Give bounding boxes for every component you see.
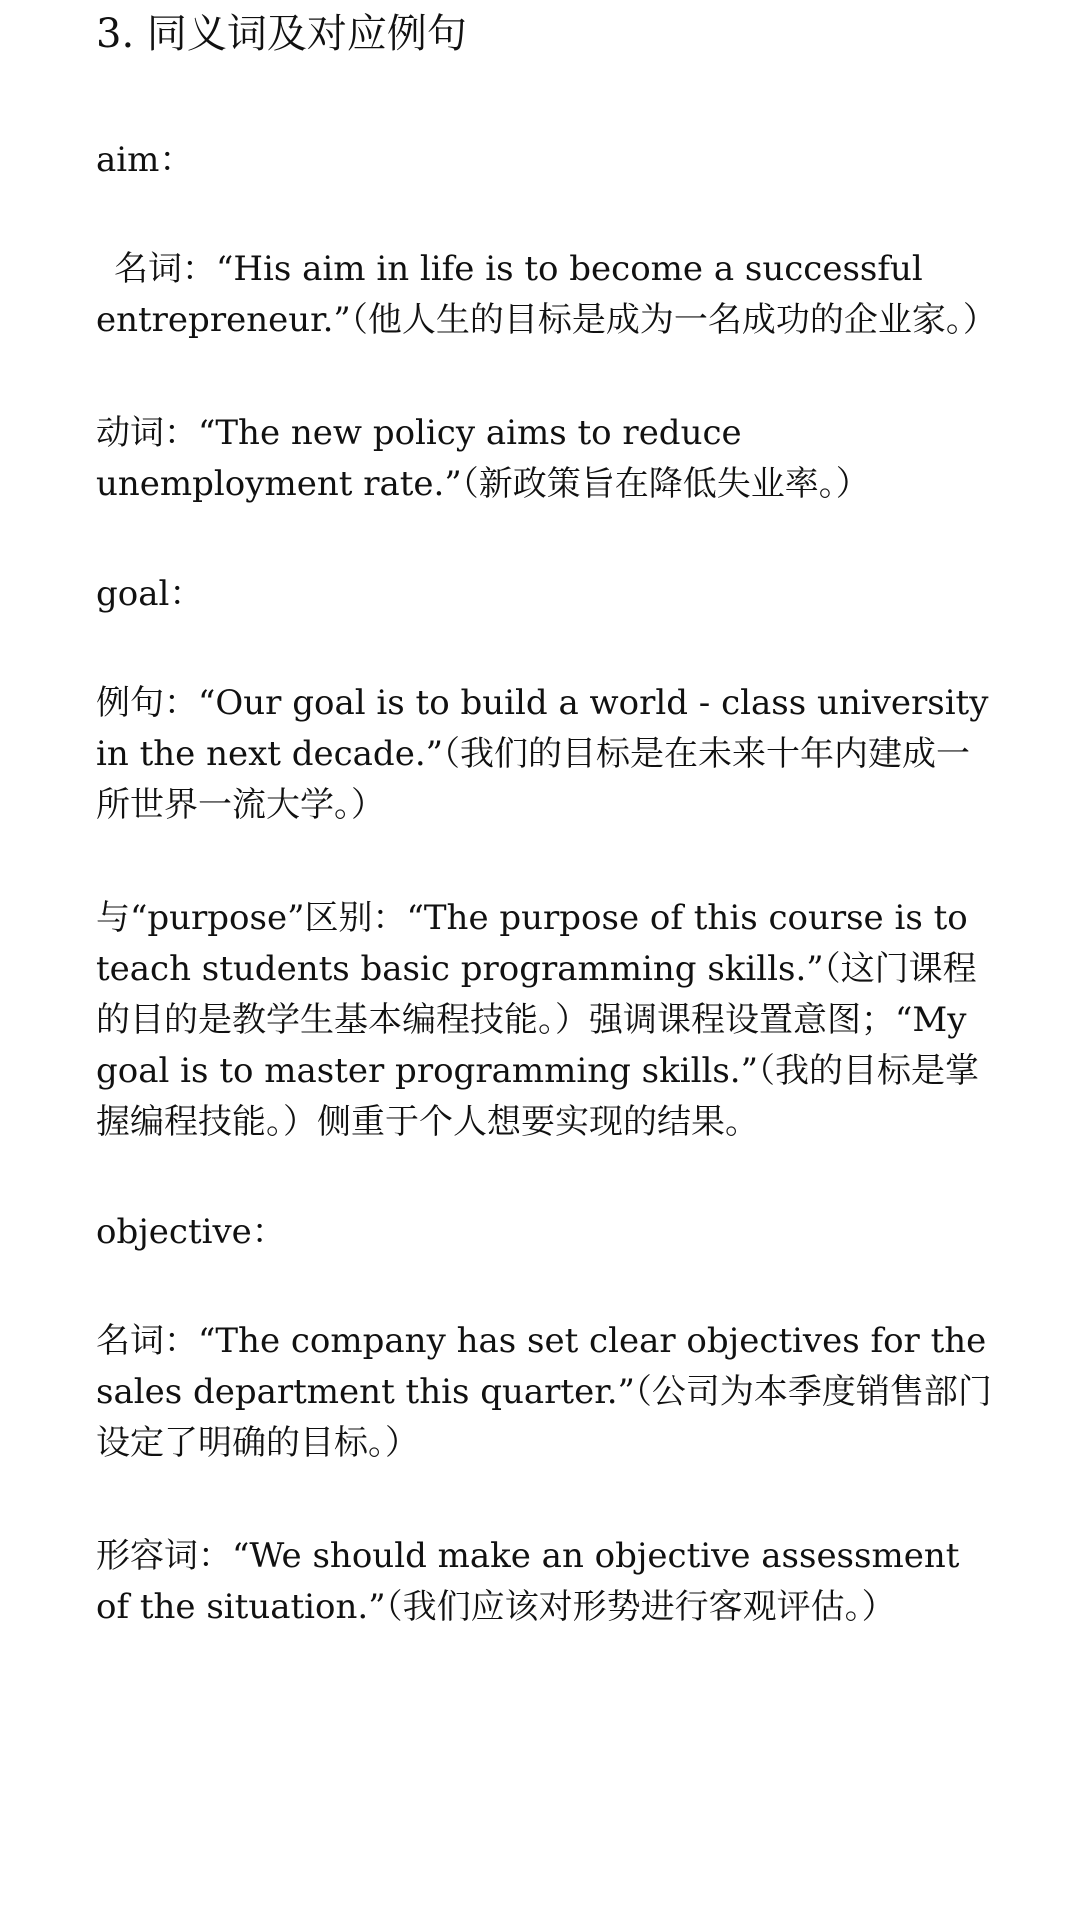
goal-purpose-difference: 与“purpose”区别：“The purpose of this course is to teach students basic programming skills.”（这门课程的目的是教学生基本编程技能。）强调课程设置意图；“My goal is to master programming skills.”（我的目标是掌握编程技能。）侧重于个人想要实现的结果。 — [96, 898, 979, 1142]
aim-noun-example: 名词：“His aim in life is to become a successful entrepreneur.”（他人生的目标是成为一名成功的企业家。） — [96, 249, 997, 340]
document-page — [96, 8, 996, 1633]
objective-noun-example: 名词：“The company has set clear objectives for the sales department this quarter.”（公司为本季度销售部门设定了明确的目标。） — [96, 1321, 992, 1463]
goal-example: 例句：“Our goal is to build a world - class university in the next decade.”（我们的目标是在未来十年内建成一所世界一流大学。） — [96, 683, 989, 825]
aim-verb-example: 动词：“The new policy aims to reduce unemployment rate.”（新政策旨在降低失业率。） — [96, 413, 870, 504]
word-heading-aim: aim： — [96, 140, 194, 180]
objective-adjective-example: 形容词：“We should make an objective assessment of the situation.”（我们应该对形势进行客观评估。） — [96, 1536, 960, 1627]
word-heading-goal: goal： — [96, 574, 204, 614]
word-heading-objective: objective： — [96, 1212, 286, 1252]
section-title: 3. 同义词及对应例句 — [96, 11, 467, 57]
